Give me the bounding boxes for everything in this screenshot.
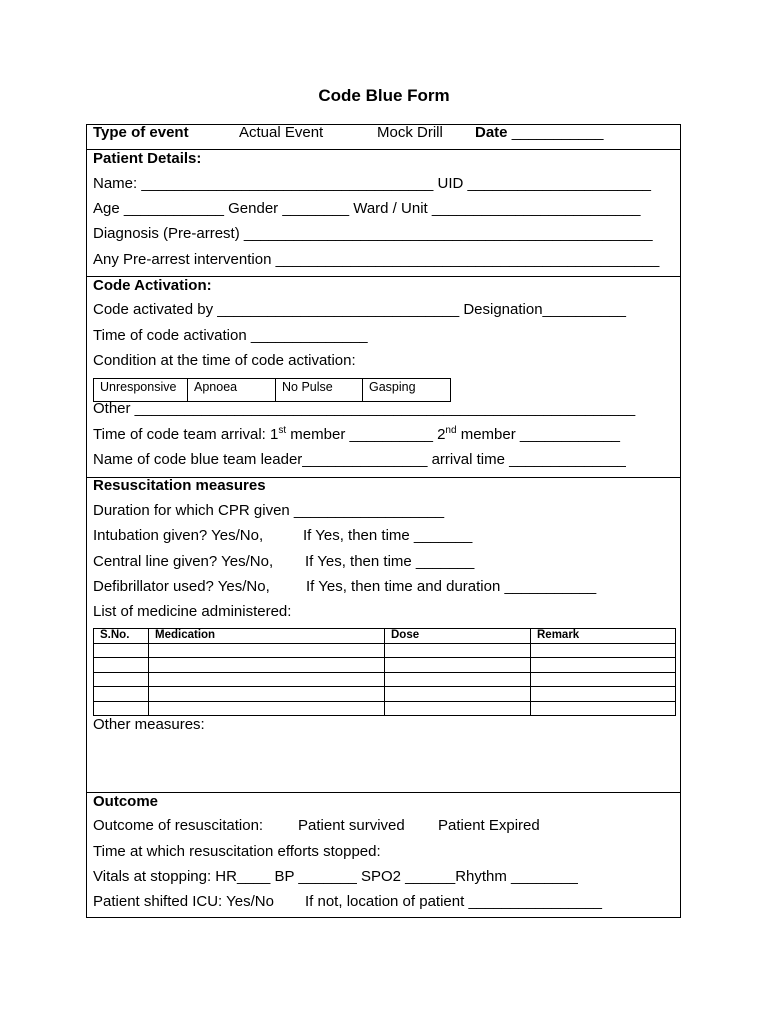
table-row — [94, 687, 676, 702]
cell-dose[interactable] — [385, 701, 531, 716]
condition-gasping[interactable]: Gasping — [363, 379, 451, 402]
cell-dose[interactable] — [385, 687, 531, 702]
cell-dose[interactable] — [385, 658, 531, 673]
arrival-st: st — [278, 425, 287, 436]
name-uid-field[interactable]: Name: ___________________________________ UID ______________________ — [93, 175, 652, 192]
form-frame — [86, 124, 681, 918]
date-label: Date — [475, 124, 508, 141]
defibrillator-question[interactable]: Defibrillator used? Yes/No, — [93, 578, 270, 595]
condition-apnoea[interactable]: Apnoea — [188, 379, 276, 402]
patient-location-field[interactable]: If not, location of patient ________________ — [305, 893, 602, 910]
patient-details-heading: Patient Details: — [93, 150, 202, 167]
form-title: Code Blue Form — [318, 86, 450, 105]
activation-time-field[interactable]: Time of code activation ______________ — [93, 327, 368, 344]
central-line-time-field[interactable]: If Yes, then time _______ — [305, 553, 475, 570]
icu-shift-question[interactable]: Patient shifted ICU: Yes/No — [93, 893, 274, 910]
cell-sno[interactable] — [94, 672, 149, 687]
team-leader-field[interactable]: Name of code blue team leader_______________ arrival time ______________ — [93, 451, 626, 468]
table-row — [94, 672, 676, 687]
outcome-option-survived[interactable]: Patient survived — [298, 817, 405, 834]
condition-table — [93, 378, 451, 402]
outcome-heading: Outcome — [93, 793, 159, 810]
vitals-field[interactable]: Vitals at stopping: HR____ BP _______ SPO2 ______Rhythm ________ — [93, 868, 578, 885]
header-dose: Dose — [385, 629, 531, 644]
intubation-time-field[interactable]: If Yes, then time _______ — [303, 527, 473, 544]
code-activated-by-field[interactable]: Code activated by _____________________________ Designation__________ — [93, 301, 626, 318]
cell-dose[interactable] — [385, 672, 531, 687]
cell-medication[interactable] — [149, 643, 385, 658]
team-arrival-field[interactable] — [93, 426, 620, 444]
cell-remark[interactable] — [531, 643, 676, 658]
pre-arrest-intervention-field[interactable]: Any Pre-arrest intervention ______________________________________________ — [93, 251, 660, 268]
cell-sno[interactable] — [94, 701, 149, 716]
age-gender-ward-field[interactable]: Age ____________ Gender ________ Ward / Unit _________________________ — [93, 200, 641, 217]
central-line-question[interactable]: Central line given? Yes/No, — [93, 553, 274, 570]
event-type-label: Type of event — [93, 124, 189, 141]
cell-medication[interactable] — [149, 658, 385, 673]
event-option-mock-drill[interactable]: Mock Drill — [377, 124, 443, 141]
other-condition-field[interactable]: Other ____________________________________________________________ — [93, 400, 636, 417]
divider-resuscitation — [86, 792, 681, 793]
arrival-nd: nd — [445, 425, 457, 436]
table-row — [94, 658, 676, 673]
header-medication: Medication — [149, 629, 385, 644]
cell-medication[interactable] — [149, 672, 385, 687]
resuscitation-heading: Resuscitation measures — [93, 477, 266, 494]
cell-remark[interactable] — [531, 658, 676, 673]
condition-unresponsive[interactable]: Unresponsive — [94, 379, 188, 402]
resuscitation-stop-time-field[interactable]: Time at which resuscitation efforts stopped: — [93, 843, 381, 860]
cell-dose[interactable] — [385, 643, 531, 658]
intubation-question[interactable]: Intubation given? Yes/No, — [93, 527, 264, 544]
outcome-option-expired[interactable]: Patient Expired — [438, 817, 540, 834]
cell-medication[interactable] — [149, 701, 385, 716]
date-line: ___________ — [511, 124, 604, 141]
table-row — [94, 701, 676, 716]
event-date-field[interactable] — [475, 124, 603, 142]
outcome-label: Outcome of resuscitation: — [93, 817, 264, 834]
medication-header-row — [94, 629, 676, 644]
arrival-text-c: member ____________ — [456, 426, 621, 443]
cell-sno[interactable] — [94, 687, 149, 702]
condition-no-pulse[interactable]: No Pulse — [276, 379, 363, 402]
cell-remark[interactable] — [531, 701, 676, 716]
event-option-actual[interactable]: Actual Event — [239, 124, 324, 141]
condition-label: Condition at the time of code activation: — [93, 352, 356, 369]
other-measures-field[interactable]: Other measures: — [93, 716, 205, 733]
cell-remark[interactable] — [531, 687, 676, 702]
cell-sno[interactable] — [94, 643, 149, 658]
defibrillator-time-field[interactable]: If Yes, then time and duration ___________ — [306, 578, 597, 595]
header-remark: Remark — [531, 629, 676, 644]
medicine-list-label: List of medicine administered: — [93, 603, 292, 620]
medication-table — [93, 628, 676, 716]
diagnosis-field[interactable]: Diagnosis (Pre-arrest) _________________________________________________ — [93, 225, 653, 242]
table-row — [94, 643, 676, 658]
cell-medication[interactable] — [149, 687, 385, 702]
code-activation-heading: Code Activation: — [93, 277, 212, 294]
header-sno: S.No. — [94, 629, 149, 644]
cpr-duration-field[interactable]: Duration for which CPR given __________________ — [93, 502, 445, 519]
arrival-text-a: Time of code team arrival: 1 — [93, 426, 279, 443]
arrival-text-b: member __________ 2 — [286, 426, 446, 443]
cell-remark[interactable] — [531, 672, 676, 687]
cell-sno[interactable] — [94, 658, 149, 673]
